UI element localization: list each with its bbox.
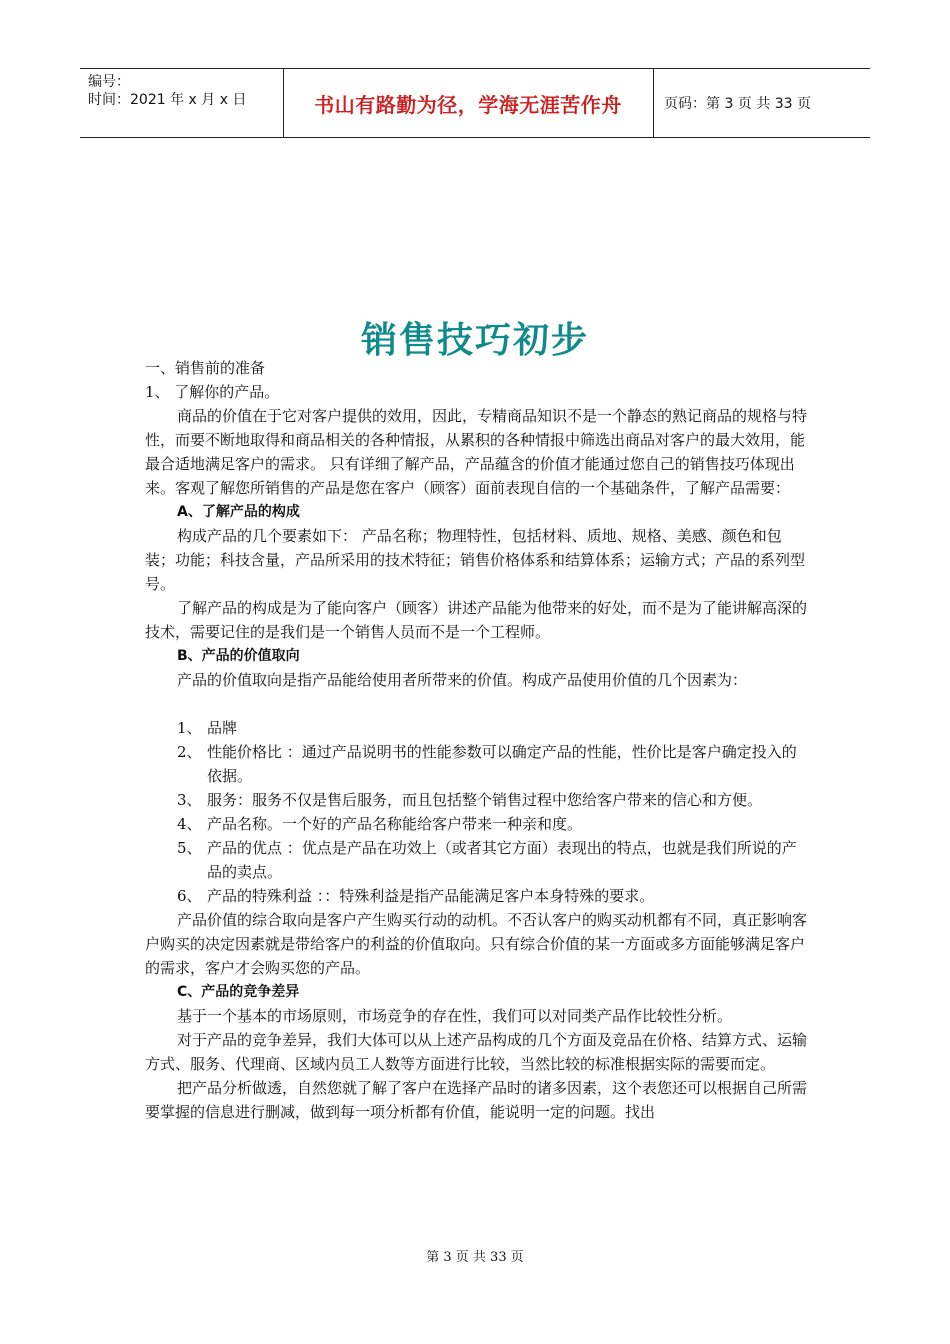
subheading: C、产品的竞争差异 [177,984,300,1000]
spacer [145,692,810,716]
header-meta [88,73,278,109]
paragraph: 对于产品的竞争差异，我们大体可以从上述产品构成的几个方面及竞品在价格、结算方式、运输方式、服务、代理商、区域内员工人数等方面进行比较，当然比较的标准根据实际的需要而定。 [145,1031,808,1073]
subheading: A、了解产品的构成 [177,504,300,520]
list-item [177,836,810,884]
list-item [177,884,810,908]
list-number: 5、 [177,839,202,857]
paragraph: 基于一个基本的市场原则，市场竞争的存在性，我们可以对同类产品作比较性分析。 [177,1007,733,1025]
paragraph: 构成产品的几个要素如下： 产品名称；物理特性，包括材料、质地、规格、美感、颜色和包装；功能；科技含量，产品所采用的技术特征；销售价格体系和结算体系；运输方式；产品的系列型号。 [145,527,806,593]
page-header [80,68,870,138]
paragraph: 把产品分析做透，自然您就了解了客户在选择产品时的诸多因素，这个表您还可以根据自己所需要掌握的信息进行删减，做到每一项分析都有价值，能说明一定的问题。找出 [145,1079,808,1121]
document-number-label: 编号： [88,74,130,90]
document-date: 时间：2021 年 x 月 x 日 [88,92,247,108]
document-title: 销售技巧初步 [360,320,589,361]
list-text: 品牌 [207,719,238,737]
header-motto: 书山有路勤为径，学海无涯苦作舟 [314,92,622,117]
list-number: 3、 [177,791,202,809]
header-divider [653,69,654,137]
document-body [145,356,810,1124]
list-text: 产品的优点 ：优点是产品在功效上（或者其它方面）表现出的特点，也就是我们所说的产品的卖点。 [207,839,797,881]
page-footer: 第 3 页 共 33 页 [426,1250,524,1265]
paragraph: 产品的价值取向是指产品能给使用者所带来的价值。构成产品使用价值的几个因素为： [177,671,748,689]
list-text: 产品的特殊利益 ：：特殊利益是指产品能满足客户本身特殊的要求。 [207,887,655,905]
list-item [177,740,810,788]
list-number: 6、 [177,887,202,905]
paragraph: 商品的价值在于它对客户提供的效用，因此，专精商品知识不是一个静态的熟记商品的规格与特性，而要不断地取得和商品相关的各种情报，从累积的各种情报中筛选出商品对客户的最大效用，能最合适地满足客户的需求。 只有详细了解产品，产品蕴含的价值才能通过您自己的销售技巧体现出来。客观了解您所销售的产品是您在客户（顾客）面前表现自信的一个基础条件，了解产品需要： [145,407,808,497]
paragraph: 产品价值的综合取向是客户产生购买行动的动机。不否认客户的购买动机都有不同，真正影响客户购买的决定因素就是带给客户的利益的价值取向。只有综合价值的某一方面或多方面能够满足客户的需求，客户才会购买您的产品。 [145,911,808,977]
list-text: 服务：服务不仅是售后服务，而且包括整个销售过程中您给客户带来的信心和方便。 [207,791,763,809]
list-number: 4、 [177,815,202,833]
list-text: 产品名称。一个好的产品名称能给客户带来一种亲和度。 [207,815,583,833]
header-page-info: 页码：第 3 页 共 33 页 [664,96,811,112]
list-item [177,788,810,812]
list-number: 1、 [177,719,202,737]
section-heading: 一、销售前的准备 [145,359,266,377]
list-item [177,716,810,740]
item-heading: 1、 了解你的产品。 [145,383,280,401]
list-item [177,812,810,836]
list-number: 2、 [177,743,202,761]
subheading: B、产品的价值取向 [177,648,300,664]
list-text: 性能价格比 ：通过产品说明书的性能参数可以确定产品的性能，性价比是客户确定投入的依据。 [207,743,797,785]
paragraph: 了解产品的构成是为了能向客户（顾客）讲述产品能为他带来的好处，而不是为了能讲解高深的技术，需要记住的是我们是一个销售人员而不是一个工程师。 [145,599,808,641]
